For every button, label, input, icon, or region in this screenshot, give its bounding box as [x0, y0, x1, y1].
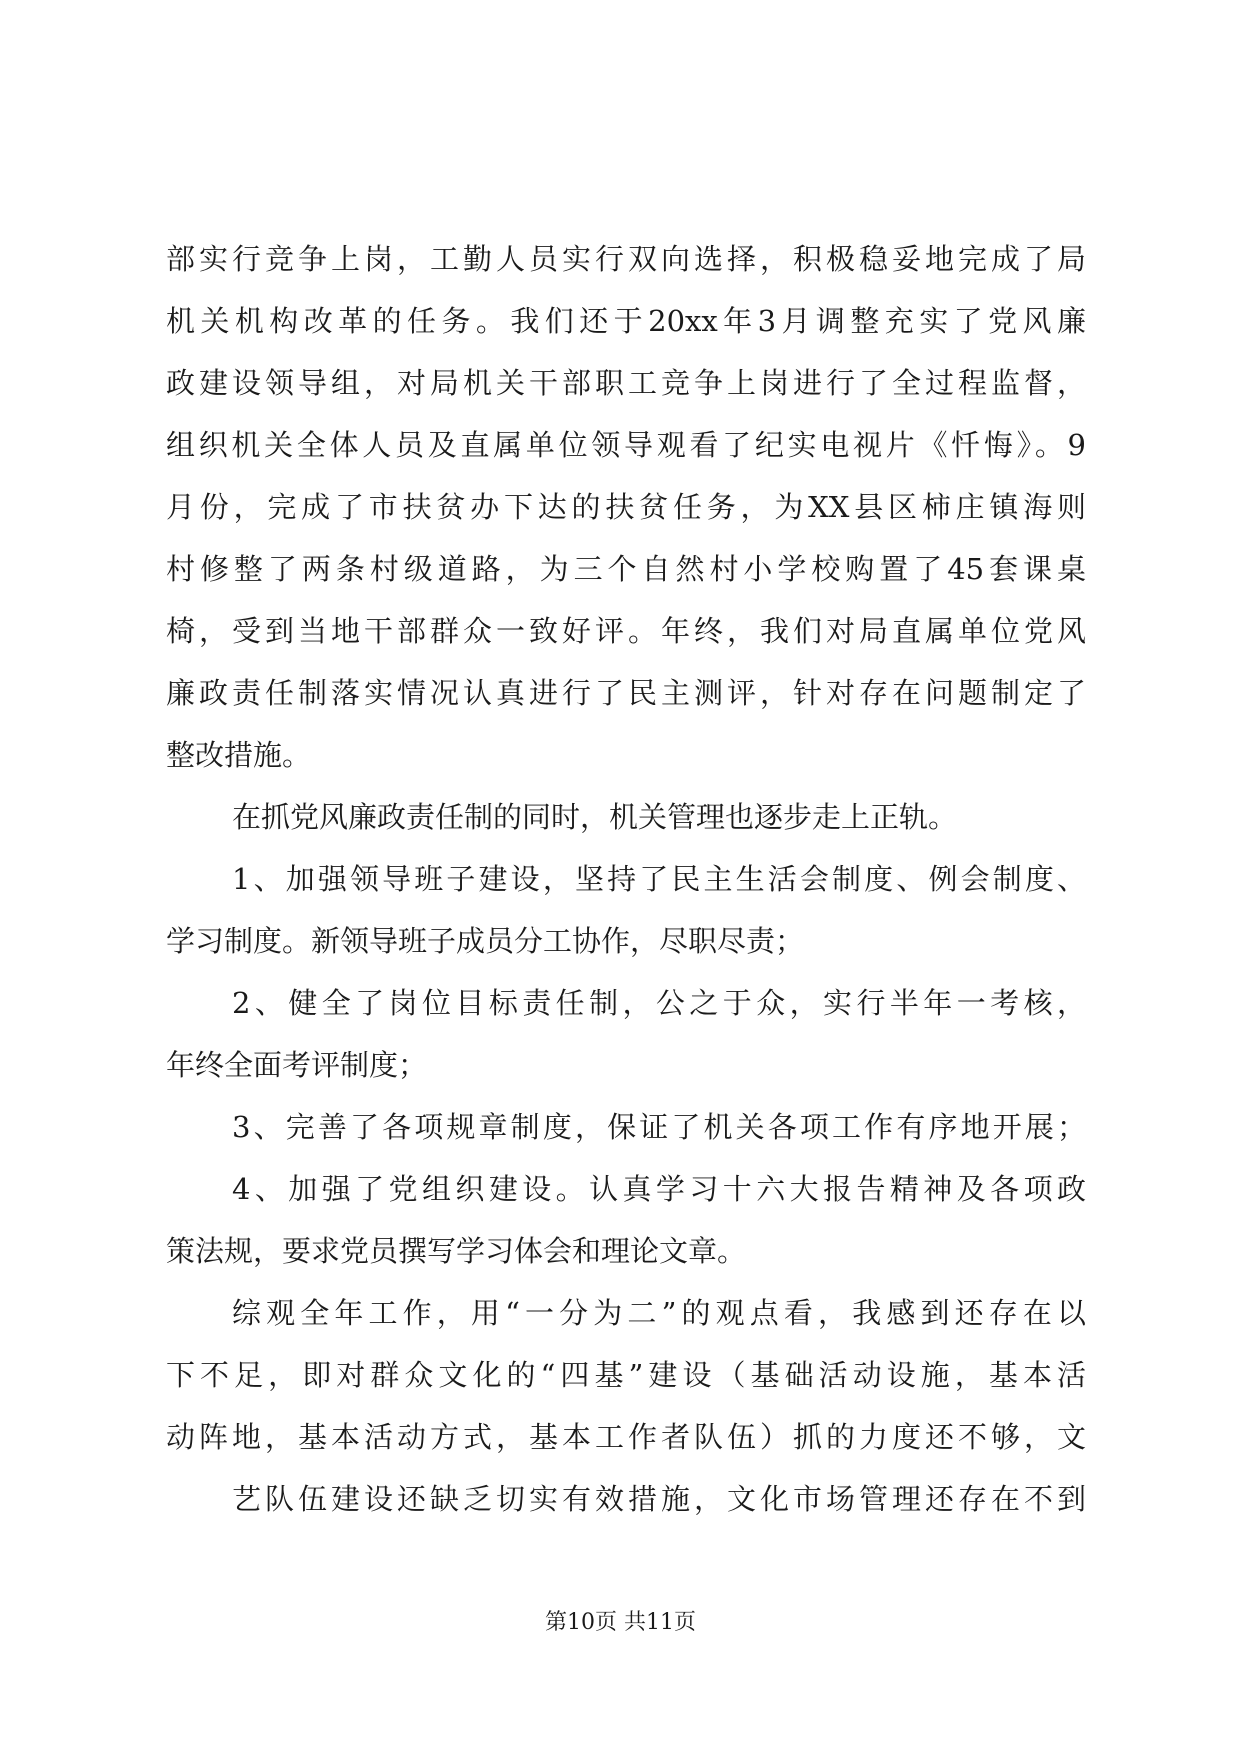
text-line: 廉政责任制落实情况认真进行了民主测评，针对存在问题制定了 [166, 676, 1086, 710]
text-line: 综观全年工作，用“一分为二”的观点看，我感到还存在以 [232, 1296, 1086, 1330]
text-line: 动阵地，基本活动方式，基本工作者队伍）抓的力度还不够，文 [166, 1420, 1086, 1454]
text-line: 4、加强了党组织建设。认真学习十六大报告精神及各项政 [232, 1172, 1086, 1206]
text-line: 1、加强领导班子建设，坚持了民主生活会制度、例会制度、 [232, 862, 1086, 896]
text-line: 机关机构改革的任务。我们还于20xx年3月调整充实了党风廉 [166, 304, 1086, 338]
text-line: 村修整了两条村级道路，为三个自然村小学校购置了45套课桌 [166, 552, 1086, 586]
text-line: 在抓党风廉政责任制的同时，机关管理也逐步走上正轨。 [232, 800, 958, 834]
text-line: 策法规，要求党员撰写学习体会和理论文章。 [166, 1234, 747, 1268]
text-line: 3、完善了各项规章制度，保证了机关各项工作有序地开展； [232, 1110, 1086, 1144]
text-line: 月份，完成了市扶贫办下达的扶贫任务，为XX县区柿庄镇海则 [166, 490, 1086, 524]
text-line: 年终全面考评制度； [166, 1048, 428, 1082]
text-line: 政建设领导组，对局机关干部职工竞争上岗进行了全过程监督， [166, 366, 1086, 400]
text-line: 整改措施。 [166, 738, 312, 772]
text-line: 艺队伍建设还缺乏切实有效措施，文化市场管理还存在不到 [232, 1482, 1086, 1516]
page-footer: 第10页 共11页 [545, 1610, 696, 1635]
text-line: 椅，受到当地干部群众一致好评。年终，我们对局直属单位党风 [166, 614, 1086, 648]
text-line: 学习制度。新领导班子成员分工协作，尽职尽责； [166, 924, 805, 958]
text-line: 部实行竞争上岗，工勤人员实行双向选择，积极稳妥地完成了局 [166, 242, 1086, 276]
text-line: 2、健全了岗位目标责任制，公之于众，实行半年一考核， [232, 986, 1086, 1020]
text-line: 下不足，即对群众文化的“四基”建设（基础活动设施，基本活 [166, 1358, 1086, 1392]
text-line: 组织机关全体人员及直属单位领导观看了纪实电视片《忏悔》。9 [166, 428, 1086, 462]
document-body [166, 228, 1086, 1530]
